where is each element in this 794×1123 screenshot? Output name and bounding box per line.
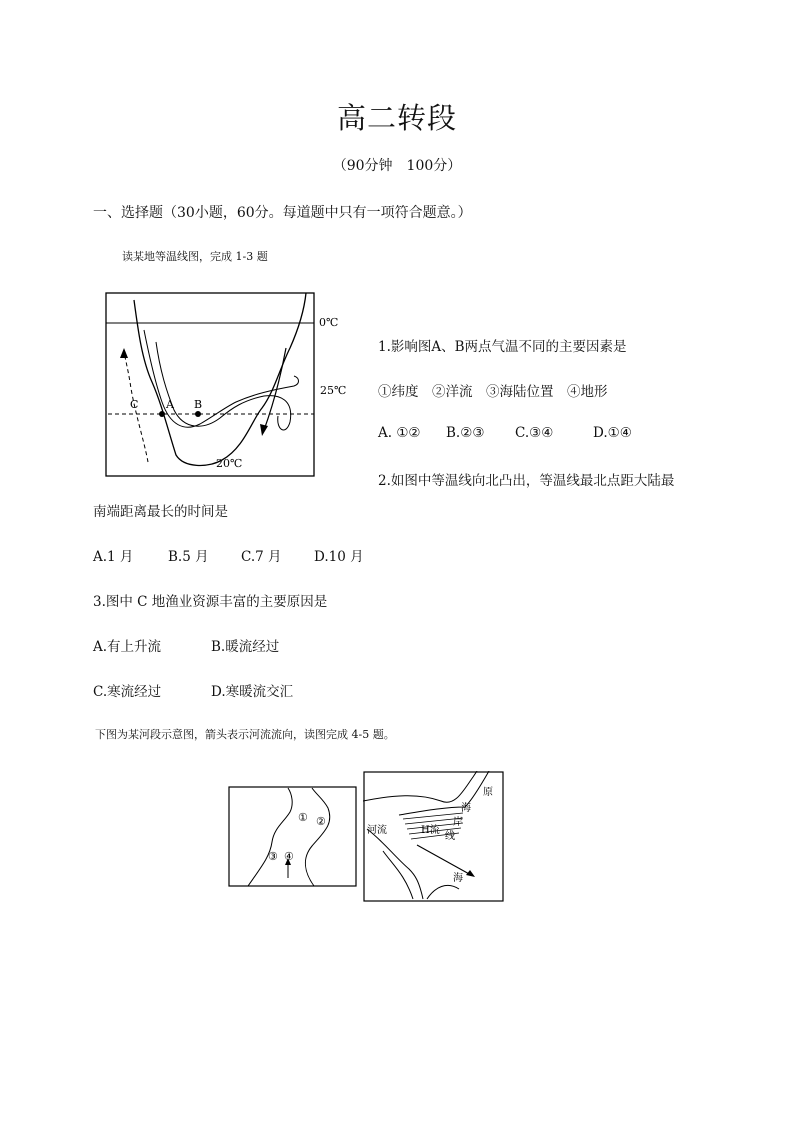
question-1-option-d: D.①④ (593, 425, 632, 441)
label-h-current: H流 (421, 825, 440, 836)
question-3-option-c: C.寒流经过 (93, 684, 162, 700)
delta-figure (363, 771, 505, 903)
question-2-stem-line2: 南端距离最长的时间是 (93, 504, 228, 520)
point-a (159, 411, 165, 417)
marker-1: ① (298, 811, 308, 824)
marker-4: ④ (284, 850, 294, 863)
river-bank-right (305, 788, 329, 886)
question-2-option-b: B.5 月 (168, 549, 209, 565)
delta-land (399, 771, 489, 815)
question-2-option-a: A.1 月 (93, 549, 134, 565)
point-c-label: C (130, 398, 139, 411)
question-3-option-d: D.寒暖流交汇 (211, 684, 294, 700)
question-1-stem: 1.影响图A、B两点气温不同的主要因素是 (378, 339, 627, 355)
river-channel (367, 829, 423, 899)
river-bend-figure (228, 786, 358, 888)
label-xian: 线 (445, 831, 455, 842)
question-2-option-c: C.7 月 (241, 549, 282, 565)
marker-2: ② (316, 815, 326, 828)
label-sea: 海 (453, 873, 463, 884)
page-title: 高二转段 (336, 101, 457, 135)
label-yuan: 原 (483, 787, 493, 798)
question-3-option-b: B.暖流经过 (211, 639, 280, 655)
point-b (195, 411, 201, 417)
question-3-stem: 3.图中 C 地渔业资源丰富的主要原因是 (93, 594, 328, 610)
label-river: 河流 (367, 825, 387, 836)
question-3-option-a: A.有上升流 (93, 639, 162, 655)
isotherm-0-label: 0℃ (319, 316, 339, 329)
isotherm-20 (144, 330, 299, 427)
section-heading: 一、选择题（30小题，60分。每道题中只有一项符合题意。） (93, 205, 472, 221)
question-1-option-b: B.②③ (446, 425, 485, 441)
point-a-label: A (166, 398, 174, 411)
question-1-items: ①纬度 ②洋流 ③海陆位置 ④地形 (378, 384, 608, 400)
intro-questions-1-3: 读某地等温线图，完成 1-3 题 (122, 250, 268, 263)
current-solid-arrow (264, 348, 286, 430)
isotherm-25-label: 25℃ (320, 384, 347, 397)
river-bank-left (248, 788, 292, 886)
original-coastline (363, 771, 477, 802)
label-hai: 海 (461, 803, 471, 814)
isotherm-map (104, 290, 354, 480)
marker-3: ③ (268, 850, 278, 863)
question-2-stem-line1: 2.如图中等温线向北凸出，等温线最北点距大陆最 (378, 473, 675, 489)
isotherm-20-label: 20℃ (216, 457, 243, 470)
coastline (134, 293, 306, 465)
isotherm-25 (156, 342, 291, 430)
label-an: 岸 (453, 817, 463, 828)
point-b-label: B (194, 398, 203, 411)
question-1-option-a: A. ①② (378, 425, 421, 441)
page-subtitle: （90分钟 100分） (332, 158, 462, 174)
intro-questions-4-5: 下图为某河段示意图，箭头表示河流流向，读图完成 4-5 题。 (95, 728, 395, 741)
question-2-option-d: D.10 月 (314, 549, 364, 565)
question-1-option-c: C.③④ (515, 425, 554, 441)
